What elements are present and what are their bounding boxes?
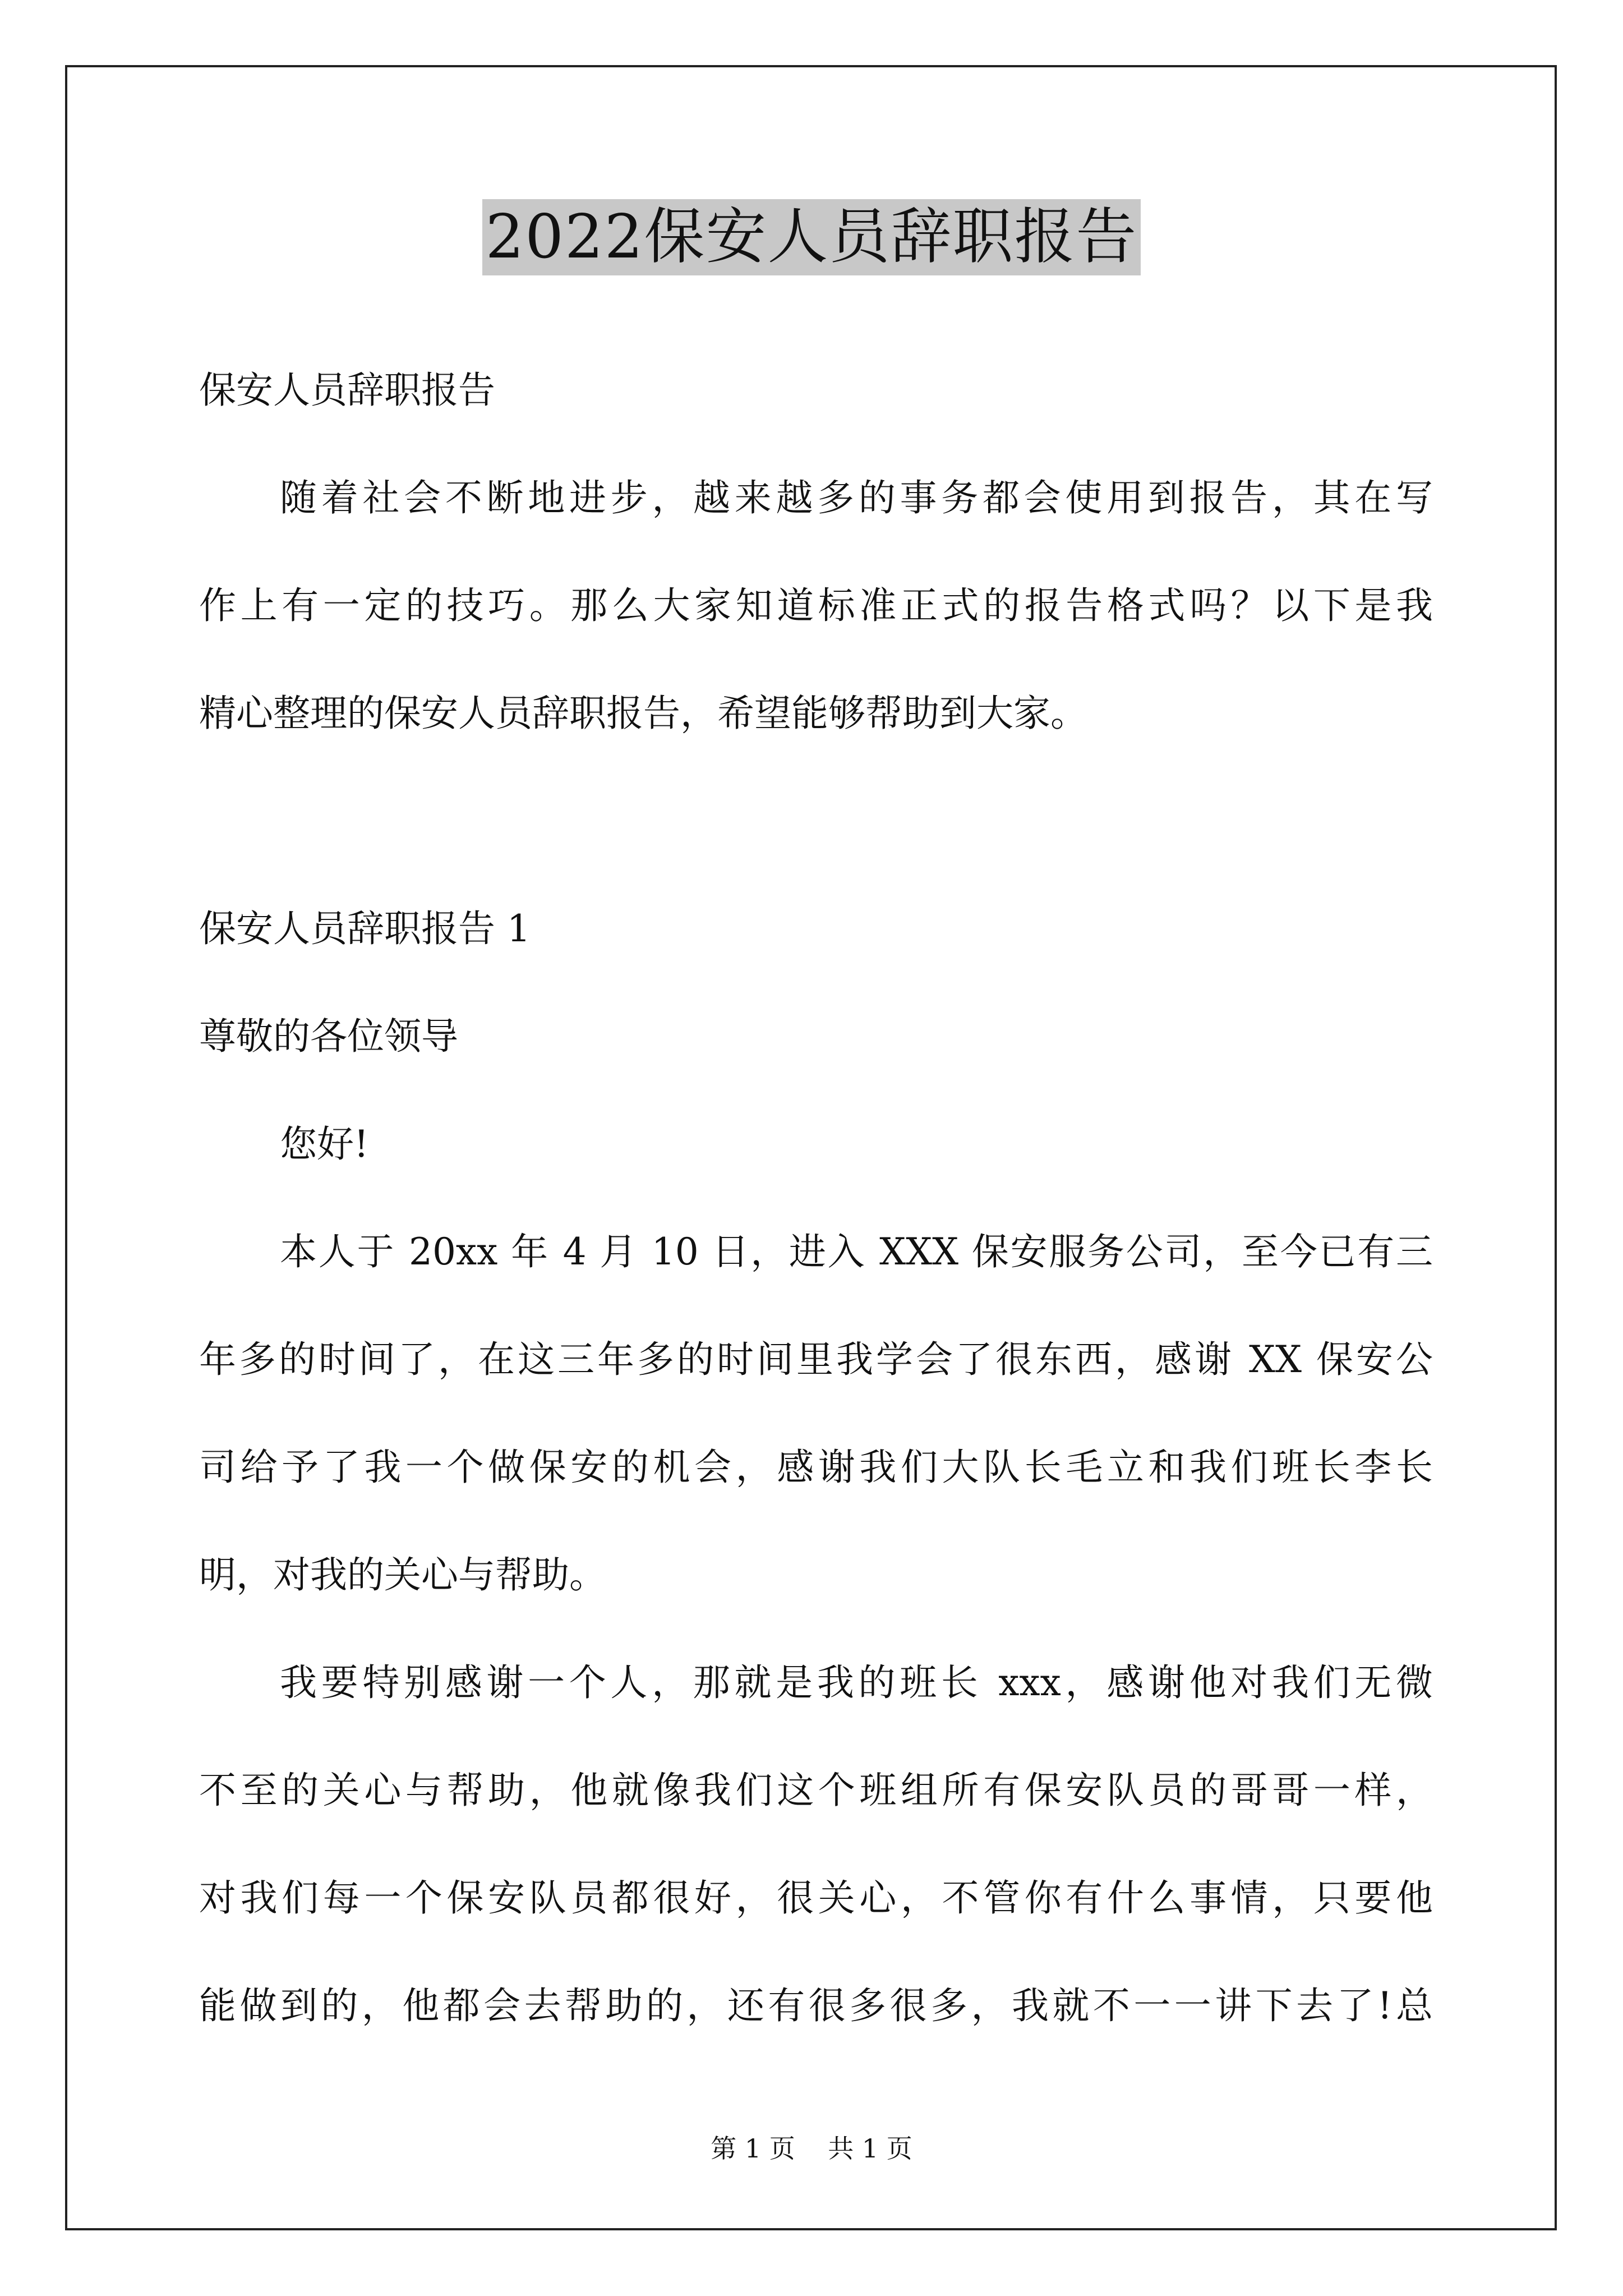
- intro-line: 作上有一定的技巧。那么大家知道标准正式的报告格式吗？以下是我: [199, 584, 1433, 627]
- document-title: 2022保安人员辞职报告: [482, 199, 1141, 275]
- paragraph-line: 不至的关心与帮助，他就像我们这个班组所有保安队员的哥哥一样，: [199, 1769, 1433, 1812]
- greeting: 您好!: [280, 1122, 369, 1166]
- paragraph-line: 年多的时间了，在这三年多的时间里我学会了很东西，感谢 XX 保安公: [199, 1338, 1433, 1381]
- document-subtitle: 保安人员辞职报告: [199, 369, 495, 412]
- section-heading: 保安人员辞职报告 1: [199, 907, 531, 950]
- intro-line: 随着社会不断地进步，越来越多的事务都会使用到报告，其在写: [280, 476, 1433, 519]
- blank-line: [199, 767, 1433, 875]
- page-footer: 第 1 页 共 1 页: [711, 2133, 912, 2164]
- paragraph-line: 明，对我的关心与帮助。: [199, 1553, 606, 1596]
- paragraph-line: 对我们每一个保安队员都很好，很关心，不管你有什么事情，只要他: [199, 1876, 1433, 1920]
- paragraph-line: 司给予了我一个做保安的机会，感谢我们大队长毛立和我们班长李长: [199, 1446, 1433, 1489]
- paragraph-line: 本人于 20xx 年 4 月 10 日，进入 XXX 保安服务公司，至今已有三: [280, 1230, 1433, 1273]
- paragraph-line: 能做到的，他都会去帮助的，还有很多很多，我就不一一讲下去了!总: [199, 1984, 1433, 2027]
- document-body: [199, 337, 1433, 2060]
- title-container: [0, 199, 1623, 275]
- salutation: 尊敬的各位领导: [199, 1015, 458, 1058]
- paragraph-line: 我要特别感谢一个人，那就是我的班长 xxx，感谢他对我们无微: [280, 1661, 1433, 1704]
- intro-line: 精心整理的保安人员辞职报告，希望能够帮助到大家。: [199, 692, 1087, 735]
